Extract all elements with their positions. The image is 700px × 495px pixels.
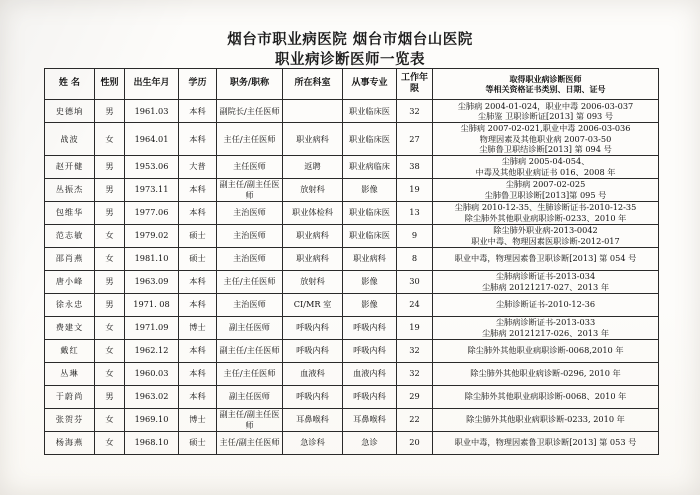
cell-post: 主任/主任医师 xyxy=(217,362,283,385)
cell-specialty: 影像 xyxy=(343,293,397,316)
cell-sex: 男 xyxy=(95,293,125,316)
cell-sex: 男 xyxy=(95,100,125,123)
cell-education: 硕士 xyxy=(179,224,217,247)
cell-education: 大普 xyxy=(179,155,217,178)
cell-years: 13 xyxy=(397,201,433,224)
table-header xyxy=(45,69,659,100)
cell-department: 呼吸内科 xyxy=(283,385,343,408)
cell-education: 本科 xyxy=(179,293,217,316)
cell-post: 副主任/副主任医师 xyxy=(217,178,283,201)
cell-specialty: 职业临床医 xyxy=(343,201,397,224)
cell-specialty: 呼吸内科 xyxy=(343,339,397,362)
cell-years: 20 xyxy=(397,431,433,454)
column-header-specialty: 从事专业 xyxy=(343,69,397,100)
cell-sex: 女 xyxy=(95,362,125,385)
cell-sex: 女 xyxy=(95,123,125,156)
certificate-line: 职业中毒、物理因素医职诊断-2012-017 xyxy=(471,235,620,246)
table-row xyxy=(45,178,659,201)
table-row xyxy=(45,293,659,316)
cell-years: 27 xyxy=(397,123,433,156)
cell-sex: 男 xyxy=(95,385,125,408)
cell-sex: 男 xyxy=(95,155,125,178)
cell-department: 急诊科 xyxy=(283,431,343,454)
certificate-line: 尘肺病 2007-02-025 xyxy=(505,179,586,189)
cell-education: 硕士 xyxy=(179,247,217,270)
certificate-line: 中毒及其他职业病证书 016、2008 年 xyxy=(475,166,616,177)
cell-name: 于蔚尚 xyxy=(45,385,95,408)
table-row xyxy=(45,100,659,123)
certificate-line: 尘肺病 2005-04-054、 xyxy=(501,156,590,166)
cell-years: 24 xyxy=(397,293,433,316)
cell-years: 19 xyxy=(397,178,433,201)
cell-birth: 1961.03 xyxy=(125,100,179,123)
cell-name: 戴红 xyxy=(45,339,95,362)
cell-post: 主治医师 xyxy=(217,293,283,316)
cell-department: 血液科 xyxy=(283,362,343,385)
column-header-department: 所在科室 xyxy=(283,69,343,100)
cell-certificate xyxy=(433,155,659,178)
certificate-line: 尘肺病 2004-01-024，职业中毒 2006-03-037 xyxy=(457,100,634,111)
cell-certificate xyxy=(433,201,659,224)
cell-birth: 1963.02 xyxy=(125,385,179,408)
cell-certificate xyxy=(433,247,659,270)
cell-years: 9 xyxy=(397,224,433,247)
cell-certificate xyxy=(433,362,659,385)
table-row xyxy=(45,385,659,408)
cell-post: 主治医师 xyxy=(217,201,283,224)
cell-years: 32 xyxy=(397,362,433,385)
cell-birth: 1977.06 xyxy=(125,201,179,224)
cell-birth: 1968.10 xyxy=(125,431,179,454)
cell-birth: 1971.09 xyxy=(125,316,179,339)
cell-department xyxy=(283,100,343,123)
cell-certificate xyxy=(433,293,659,316)
certificate-line: 尘肺病诊断证书-2013-033 xyxy=(495,317,596,327)
cell-sex: 男 xyxy=(95,201,125,224)
cell-name: 丛振杰 xyxy=(45,178,95,201)
cell-post: 主任/副主任医师 xyxy=(217,431,283,454)
certificate-line: 尘肺病诊断证书-2013-034 xyxy=(495,271,596,281)
cell-post: 副院长/主任医师 xyxy=(217,100,283,123)
cell-department: 职业病科 xyxy=(283,224,343,247)
certificate-line: 尘肺病 2007-02-021,职业中毒 2006-03-036 xyxy=(460,123,631,133)
cell-years: 38 xyxy=(397,155,433,178)
cell-sex: 女 xyxy=(95,247,125,270)
cell-department: 呼吸内科 xyxy=(283,316,343,339)
cell-post: 主任/主任医师 xyxy=(217,123,283,156)
cell-name: 杨海燕 xyxy=(45,431,95,454)
cell-birth: 1962.12 xyxy=(125,339,179,362)
cell-specialty: 职业临床医 xyxy=(343,224,397,247)
table-row xyxy=(45,247,659,270)
cell-post: 主任/主任医师 xyxy=(217,270,283,293)
cell-name: 赵开健 xyxy=(45,155,95,178)
physician-roster-table xyxy=(44,68,659,455)
cell-specialty: 血液内科 xyxy=(343,362,397,385)
cell-department: 职业体检科 xyxy=(283,201,343,224)
cell-education: 本科 xyxy=(179,385,217,408)
cell-post: 主治医师 xyxy=(217,224,283,247)
cell-post: 副主任/副主任医师 xyxy=(217,408,283,431)
cell-specialty: 职业临床医 xyxy=(343,100,397,123)
cell-name: 战波 xyxy=(45,123,95,156)
cell-certificate xyxy=(433,316,659,339)
certificate-line: 除尘肺外其他职业病职诊断-0233、2010 年 xyxy=(464,212,627,223)
cell-years: 30 xyxy=(397,270,433,293)
cell-department: CI/MR 室 xyxy=(283,293,343,316)
table-row xyxy=(45,362,659,385)
cell-name: 徐永忠 xyxy=(45,293,95,316)
cell-post: 副主任/主任医师 xyxy=(217,339,283,362)
cell-birth: 1969.10 xyxy=(125,408,179,431)
table-row xyxy=(45,201,659,224)
certificate-line: 尘肺病 20121217-026、2013 年 xyxy=(481,327,610,338)
column-header-education: 学历 xyxy=(179,69,217,100)
column-header-post: 职务/职称 xyxy=(217,69,283,100)
cell-sex: 女 xyxy=(95,224,125,247)
cell-education: 本科 xyxy=(179,270,217,293)
cell-department: 返聘 xyxy=(283,155,343,178)
certificate-line: 尘肺鲁卫职诊断[2013]第 095 号 xyxy=(484,189,607,200)
cell-department: 耳鼻喉科 xyxy=(283,408,343,431)
cell-sex: 男 xyxy=(95,178,125,201)
cell-years: 29 xyxy=(397,385,433,408)
cell-certificate xyxy=(433,224,659,247)
cell-education: 本科 xyxy=(179,100,217,123)
table-body xyxy=(45,100,659,455)
table-row xyxy=(45,270,659,293)
cell-certificate xyxy=(433,100,659,123)
cell-department: 职业病科 xyxy=(283,123,343,156)
certificate-line: 尘肺诊断证书-2010-12-36 xyxy=(495,299,596,310)
cell-certificate xyxy=(433,123,659,156)
cell-education: 本科 xyxy=(179,201,217,224)
document-title xyxy=(0,30,700,69)
cell-department: 放射科 xyxy=(283,178,343,201)
certificate-line: 除尘肺外其他职业病诊断-0296, 2010 年 xyxy=(470,368,621,379)
cell-name: 包维华 xyxy=(45,201,95,224)
cell-name: 唐小峰 xyxy=(45,270,95,293)
cell-post: 主治医师 xyxy=(217,247,283,270)
table-row xyxy=(45,339,659,362)
certificate-line: 职业中毒，物理因素鲁卫职诊断[2013] 第 054 号 xyxy=(454,253,637,264)
cell-birth: 1953.06 xyxy=(125,155,179,178)
cell-name: 费建文 xyxy=(45,316,95,339)
certificate-line: 除尘肺外职业病-2013-0042 xyxy=(493,225,598,235)
certificate-header-line2: 等相关资格证书类别、日期、证号 xyxy=(485,84,606,94)
column-header-sex: 性别 xyxy=(95,69,125,100)
cell-specialty: 影像 xyxy=(343,178,397,201)
column-header-name: 姓 名 xyxy=(45,69,95,100)
table-row xyxy=(45,123,659,156)
cell-education: 博士 xyxy=(179,316,217,339)
column-header-certificate xyxy=(433,69,659,100)
cell-specialty: 职业临床医 xyxy=(343,123,397,156)
cell-education: 硕士 xyxy=(179,431,217,454)
cell-certificate xyxy=(433,339,659,362)
table-row xyxy=(45,408,659,431)
certificate-line: 尘肺鲁卫职结诊断[2013] 第 094 号 xyxy=(479,144,612,154)
cell-sex: 男 xyxy=(95,270,125,293)
title-line-subject: 职业病诊断医师一览表 xyxy=(275,50,425,68)
cell-certificate xyxy=(433,408,659,431)
table-row xyxy=(45,155,659,178)
cell-specialty: 职业病科 xyxy=(343,247,397,270)
table-row xyxy=(45,224,659,247)
column-header-birth: 出生年月 xyxy=(125,69,179,100)
cell-years: 19 xyxy=(397,316,433,339)
cell-years: 22 xyxy=(397,408,433,431)
certificate-line: 职业中毒，物理因素鲁卫职诊断[2013] 第 053 号 xyxy=(454,437,637,448)
cell-birth: 1963.09 xyxy=(125,270,179,293)
certificate-header-line1: 取得职业病诊断医师 xyxy=(509,73,582,84)
certificate-line: 尘肺病 20121217-027、2013 年 xyxy=(481,281,610,292)
certificate-line: 除尘肺外其他职业病职诊断-0068,2010 年 xyxy=(467,345,624,356)
cell-certificate xyxy=(433,178,659,201)
certificate-line: 除尘肺外其他职业病职诊断-0233, 2010 年 xyxy=(466,414,625,425)
cell-specialty: 职业病临床 xyxy=(343,155,397,178)
cell-specialty: 呼吸内科 xyxy=(343,385,397,408)
title-line-hospital: 烟台市职业病医院 烟台市烟台山医院 xyxy=(227,31,473,48)
cell-education: 本科 xyxy=(179,123,217,156)
cell-specialty: 耳鼻喉科 xyxy=(343,408,397,431)
cell-education: 本科 xyxy=(179,339,217,362)
cell-years: 32 xyxy=(397,339,433,362)
cell-post: 副主任医师 xyxy=(217,316,283,339)
cell-certificate xyxy=(433,385,659,408)
cell-name: 丛琳 xyxy=(45,362,95,385)
cell-birth: 1981.10 xyxy=(125,247,179,270)
cell-birth: 1973.11 xyxy=(125,178,179,201)
cell-sex: 女 xyxy=(95,408,125,431)
cell-specialty: 急诊 xyxy=(343,431,397,454)
cell-birth: 1960.03 xyxy=(125,362,179,385)
certificate-line: 物理因素及其他职业病 2007-03-50 xyxy=(479,133,612,144)
cell-sex: 女 xyxy=(95,431,125,454)
cell-specialty: 呼吸内科 xyxy=(343,316,397,339)
cell-department: 呼吸内科 xyxy=(283,339,343,362)
cell-name: 史德垧 xyxy=(45,100,95,123)
cell-sex: 女 xyxy=(95,339,125,362)
cell-name: 范志敏 xyxy=(45,224,95,247)
cell-years: 32 xyxy=(397,100,433,123)
table-row xyxy=(45,431,659,454)
cell-certificate xyxy=(433,270,659,293)
cell-education: 博士 xyxy=(179,408,217,431)
cell-education: 本科 xyxy=(179,178,217,201)
certificate-line: 除尘肺外其他职业病职诊断-0068、2010 年 xyxy=(464,391,627,402)
cell-birth: 1971. 08 xyxy=(125,293,179,316)
cell-name: 邵肖燕 xyxy=(45,247,95,270)
cell-post: 主任医师 xyxy=(217,155,283,178)
certificate-line: 尘肺病 2010-12-35、生肺诊断证书-2010-12-35 xyxy=(454,202,637,212)
cell-education: 本科 xyxy=(179,362,217,385)
cell-post: 副主任医师 xyxy=(217,385,283,408)
table-row xyxy=(45,316,659,339)
cell-certificate xyxy=(433,431,659,454)
cell-sex: 女 xyxy=(95,316,125,339)
cell-birth: 1964.01 xyxy=(125,123,179,156)
table-header-row xyxy=(45,69,659,100)
cell-name: 张贺芬 xyxy=(45,408,95,431)
cell-department: 职业病科 xyxy=(283,247,343,270)
cell-specialty: 影像 xyxy=(343,270,397,293)
column-header-years: 工作年限 xyxy=(397,69,433,100)
certificate-line: 尘肺鉴 卫职诊断证[2013] 第 093 号 xyxy=(477,111,614,121)
cell-birth: 1979.02 xyxy=(125,224,179,247)
cell-department: 放射科 xyxy=(283,270,343,293)
cell-years: 8 xyxy=(397,247,433,270)
